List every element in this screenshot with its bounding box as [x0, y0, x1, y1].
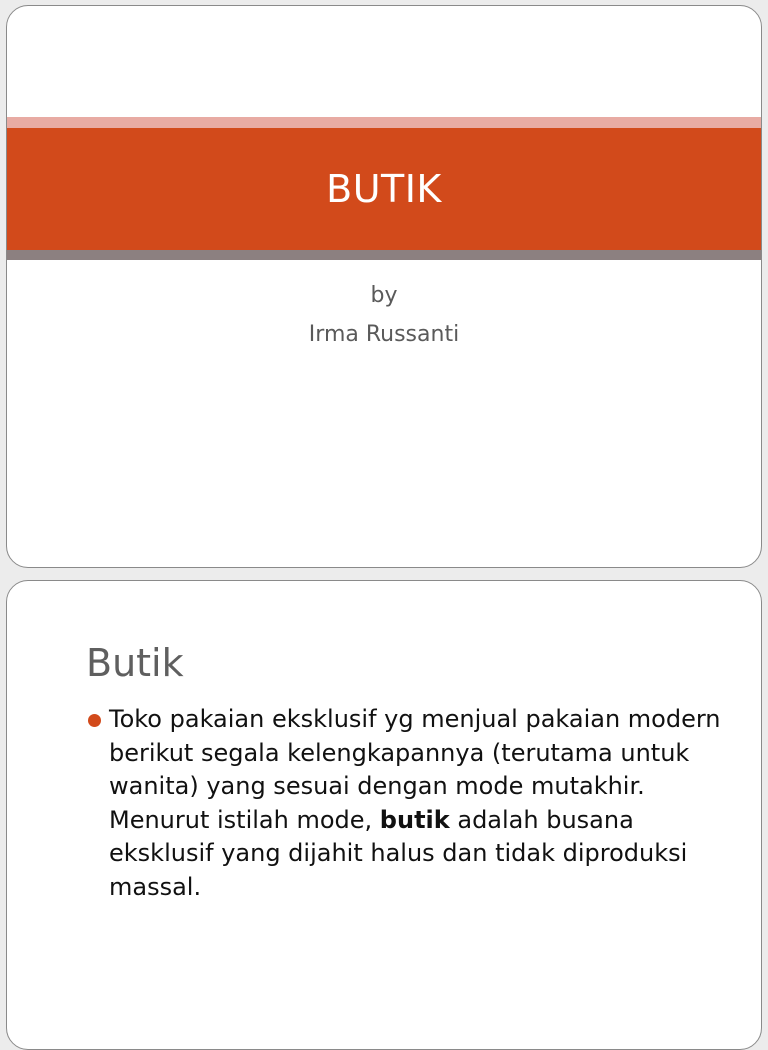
- subtitle-author: Irma Russanti: [308, 322, 460, 347]
- bullet-dot-icon: [88, 714, 101, 727]
- content-slide: [6, 580, 762, 1050]
- subtitle: [7, 276, 761, 354]
- title-bottom-stripe: [7, 250, 761, 260]
- bullet-item: [87, 703, 727, 904]
- title-top-stripe: [7, 117, 761, 128]
- title-band: [7, 128, 761, 250]
- slide-title: BUTIK: [326, 167, 442, 211]
- bullet-text-before: Toko pakaian eksklusif yg menjual pakaian modern berikut segala kelengkapannya (terutama untuk wanita) yang sesuai dengan mode mutakhir. Menurut istilah mode,: [109, 705, 721, 834]
- bullet-text-after: adalah busana eksklusif yang dijahit halus dan tidak diproduksi massal.: [109, 805, 688, 901]
- bullet-list: [87, 703, 727, 904]
- title-slide: [6, 5, 762, 568]
- content-title: Butik: [86, 641, 184, 685]
- subtitle-by: by: [370, 283, 398, 308]
- bullet-text-bold: butik: [379, 805, 450, 834]
